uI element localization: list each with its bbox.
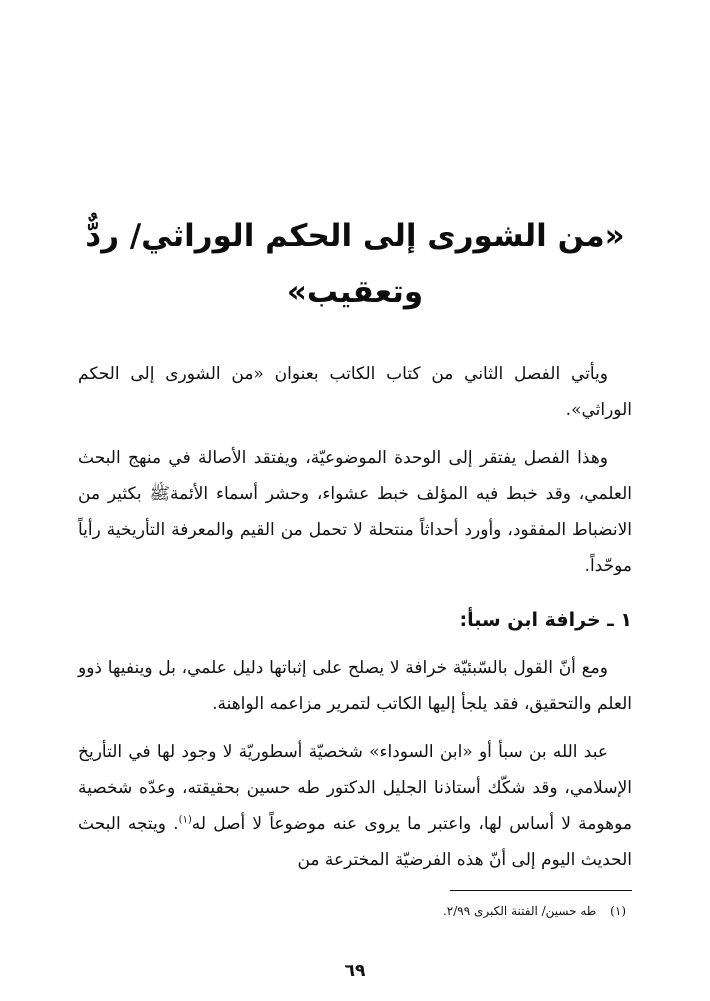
- paragraph-text: . ويتجه البحث الحديث اليوم إلى أنّ هذه الفرضيّة المخترعة من: [78, 814, 632, 870]
- paragraph: ويأتي الفصل الثاني من كتاب الكاتب بعنوان «من الشورى إلى الحكم الوراثي».: [78, 364, 632, 420]
- footnote-reference[interactable]: (١): [178, 814, 192, 826]
- footnote: [78, 900, 626, 922]
- paragraph: وهذا الفصل يفتقر إلى الوحدة الموضوعيّة، ويفتقد الأصالة في منهج البحث العلمي، وقد خبط فيه المؤلف خبط عشواء، وحشر أسماء الأئمةﷺ بكثير من الانضباط المفقود، وأورد أحداثاً منتحلة لا تحمل من القيم والمعرفة التأريخية رأياً موحّداً.: [78, 448, 632, 576]
- body-text: [78, 356, 632, 890]
- page-number: ٦٩: [344, 961, 366, 981]
- paragraph-text: عبد الله بن سبأ أو «ابن السوداء» شخصيّة أسطوريّة لا وجود لها في التأريخ الإسلامي، وقد شكّك أستاذنا الجليل الدكتور طه حسين بحقيقته، وعدّه شخصية موهومة لا أساس لها، واعتبر ما يروى عنه موضوعاً لا أصل له: [78, 742, 632, 834]
- section-heading: ١ ـ خرافة ابن سبأ:: [459, 609, 632, 631]
- footnote-divider: [450, 890, 632, 891]
- paragraph: [78, 734, 632, 878]
- paragraph: ومع أنّ القول بالسّبئيّة خرافة لا يصلح على إثباتها دليل علمي، بل وينفيها ذوو العلم والتحقيق، فقد يلجأ إليها الكاتب لتمرير مزاعمه الواهنة.: [78, 658, 632, 714]
- chapter-title: «من الشورى إلى الحكم الوراثي/ ردٌّ وتعقيب»: [85, 218, 625, 310]
- footnote-text: طه حسين/ الفتنة الكبرى ٢/٩٩.: [442, 904, 597, 918]
- footnote-number: (١): [610, 904, 626, 918]
